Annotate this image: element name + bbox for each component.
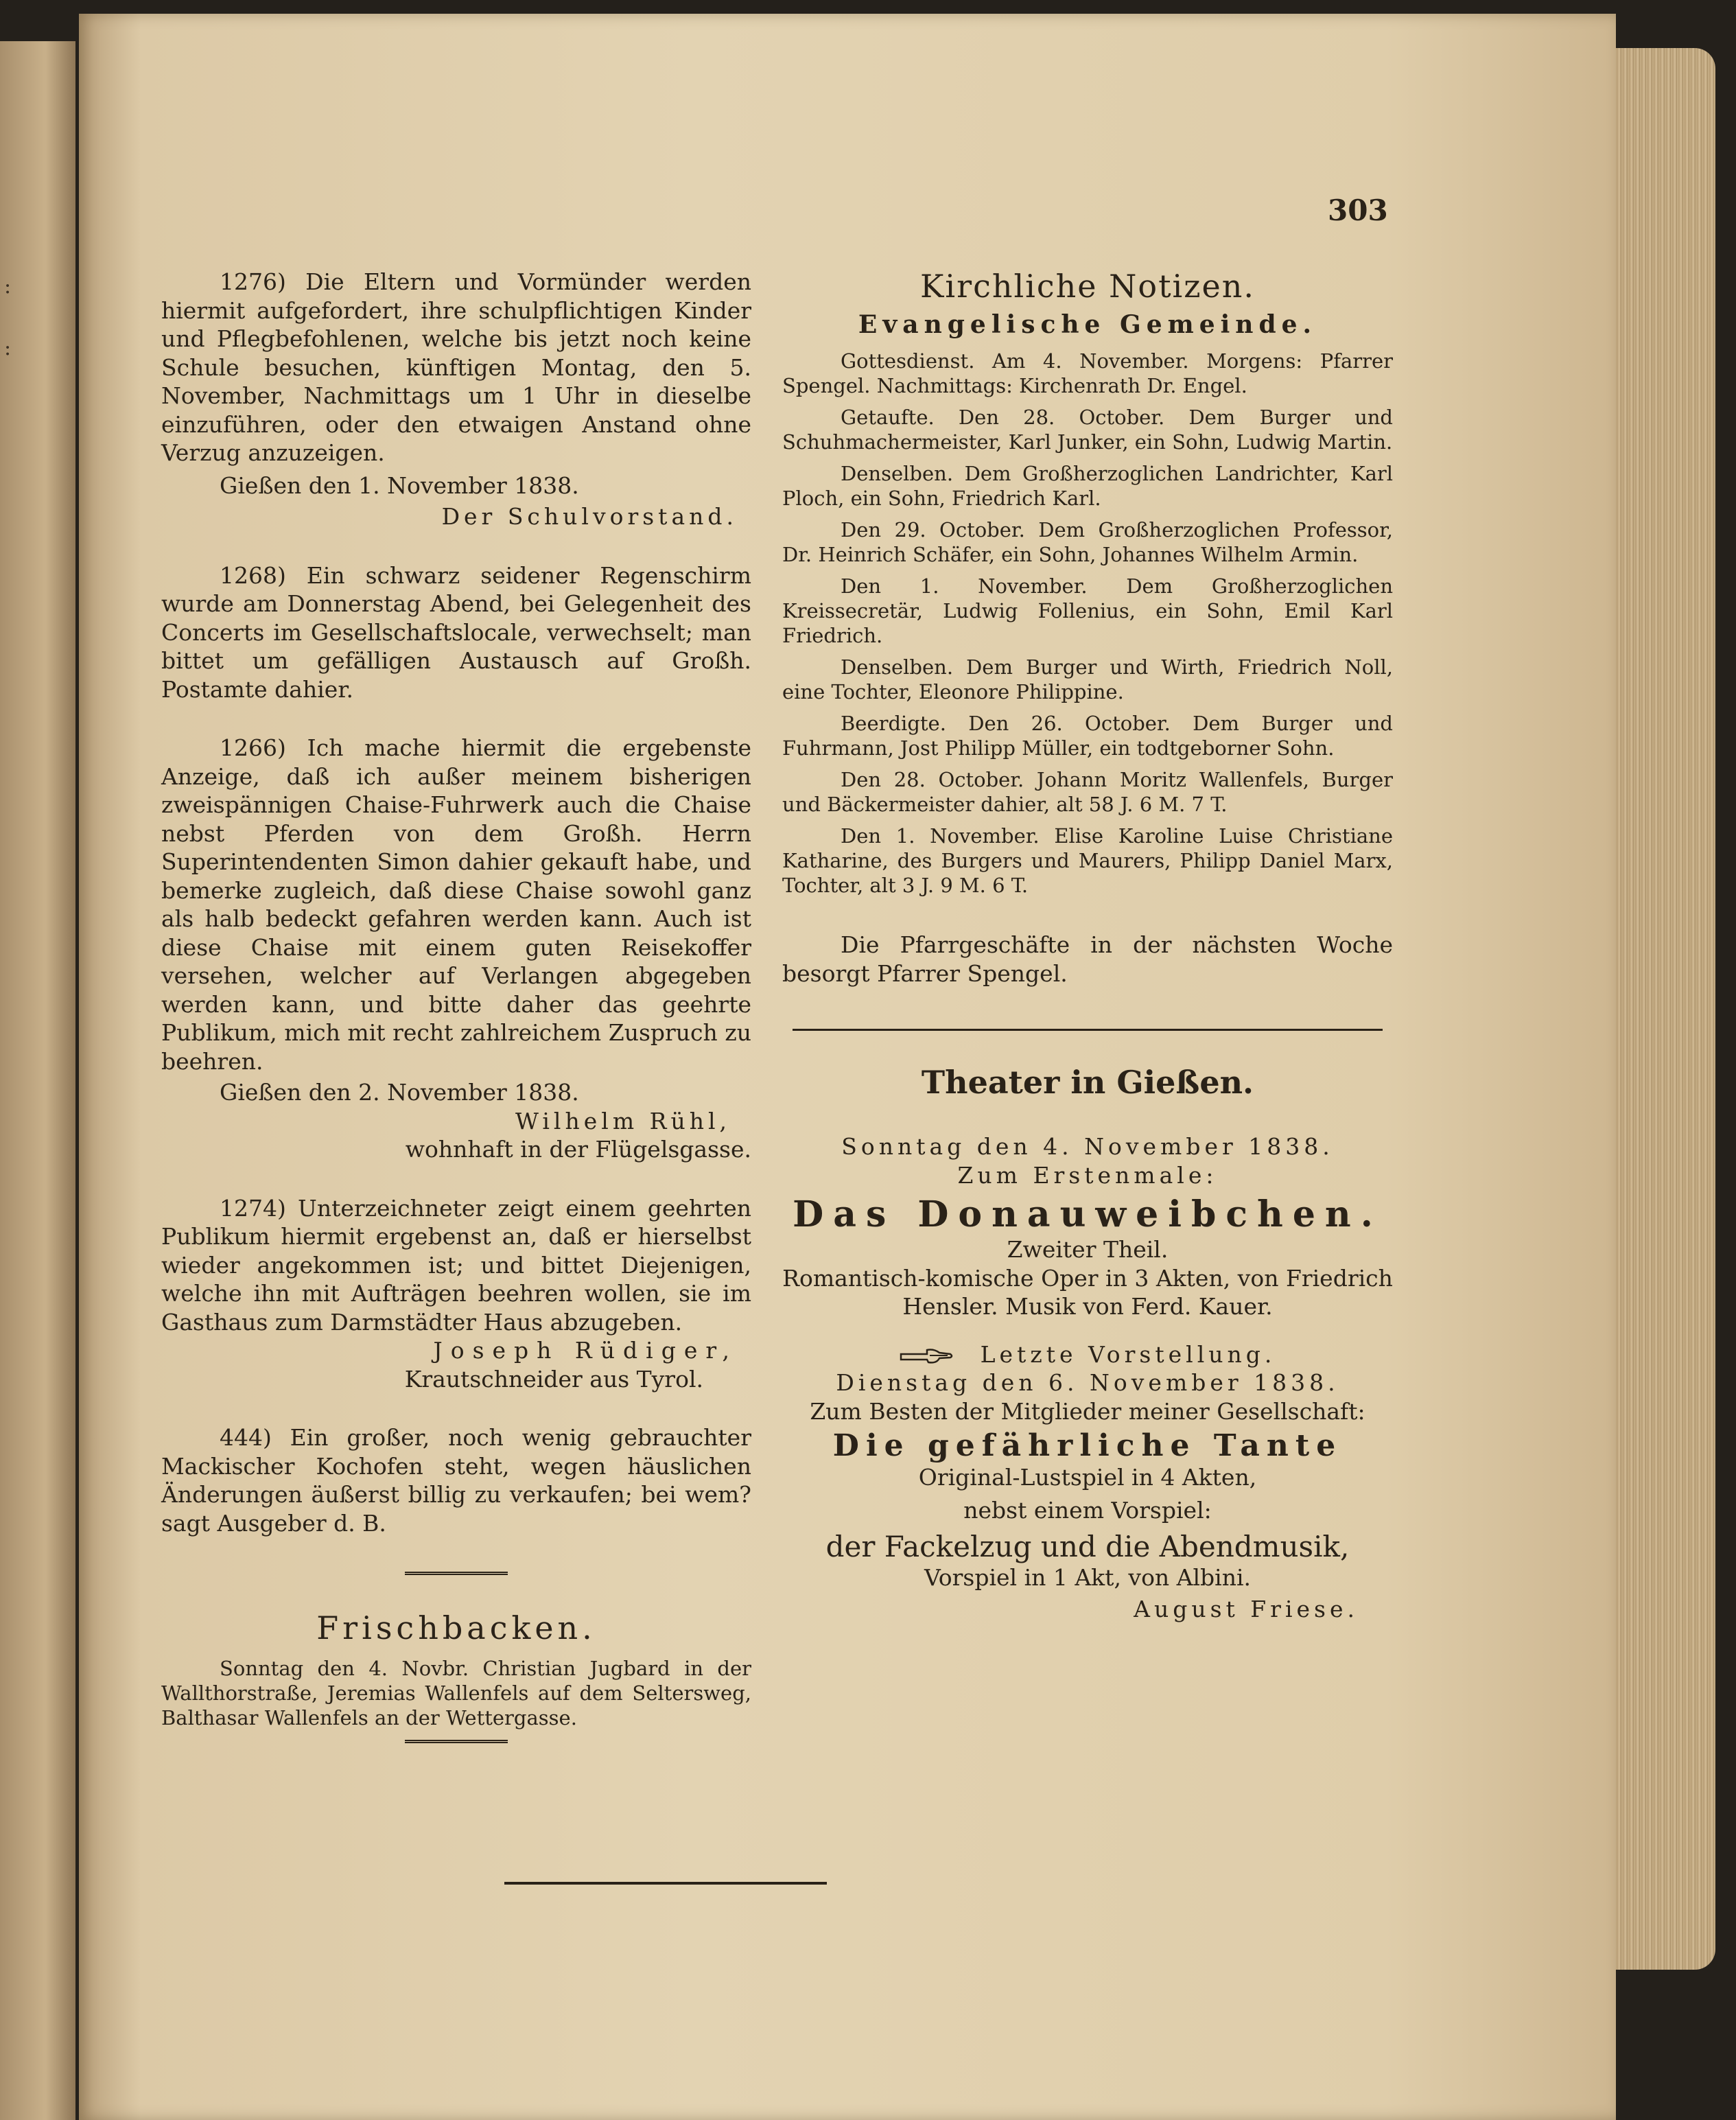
play-desc-3: Vorspiel in 1 Akt, von Albini. [924, 1564, 1252, 1591]
church-entry: Denselben. Dem Burger und Wirth, Friedrich Noll, eine Tochter, Eleonore Philippine. [782, 655, 1393, 703]
theater-date-1: Sonntag den 4. November 1838. [841, 1133, 1334, 1160]
edge-mark: : [4, 336, 12, 360]
last-show: Letzte Vorstellung. [980, 1340, 1276, 1368]
benefit-line: Zum Besten der Mitglieder meiner Gesellschaft: [810, 1397, 1365, 1425]
church-entry: Beerdigte. Den 26. October. Dem Burger und Fuhrmann, Jost Philipp Müller, ein todtgeborner Sohn. [782, 712, 1393, 760]
play-title-2: Die gefährliche Tante [832, 1428, 1343, 1463]
pfarr-note: Die Pfarrgeschäfte in der nächsten Woche besorgt Pfarrer Spengel. [782, 931, 1393, 987]
bottom-rule [504, 1882, 827, 1885]
notice-444-text: 444) Ein großer, noch wenig gebrauchter Mackischer Kochofen steht, wegen häuslichen Änderungen äußerst billig zu verkaufen; bei wem? sagt Ausgeber d. B. [161, 1424, 751, 1537]
play-desc-2: Original-Lustspiel in 4 Akten, [918, 1464, 1257, 1491]
notice-1276-signature: Der Schulvorstand. [441, 503, 738, 530]
notice-1266-text: 1266) Ich mache hiermit die ergebenste Anzeige, daß ich außer meinem bisherigen zweispännigen Chaise-Fuhrwerk auch die Chaise nebst Pferden von dem Großh. Herrn Superintendenten Simon dahier gekauft habe, und bemerke zugleich, daß diese Chaise sowohl ganz als halb bedeckt gefahren werden kann. Auch ist diese Chaise mit einem guten Reisekoffer versehen, welcher auf Verlangen abgegeben werden kann, und bitte daher das geehrte Publikum, mich mit recht zahlreichem Zuspruch zu beehren. [161, 734, 751, 1075]
church-entry: Getaufte. Den 28. October. Dem Burger und Schuhmachermeister, Karl Junker, ein Sohn, Ludwig Martin. [782, 406, 1393, 454]
left-page-edge [0, 41, 75, 2120]
section-divider [405, 1572, 508, 1575]
notice-1266-signature-name: Wilhelm Rühl, [515, 1107, 731, 1134]
notice-1274-signature-role: Krautschneider aus Tyrol. [404, 1365, 703, 1393]
theater-date-2: Dienstag den 6. November 1838. [836, 1369, 1339, 1396]
frischbacken-heading: Frischbacken. [316, 1609, 596, 1646]
prelude-intro: nebst einem Vorspiel: [963, 1496, 1212, 1524]
play-desc-1: Romantisch-komische Oper in 3 Akten, von Friedrich Hensler. Musik von Ferd. Kauer. [782, 1264, 1393, 1320]
last-show-line [782, 1340, 1393, 1369]
notice-1274-text: 1274) Unterzeichneter zeigt einem geehrten Publikum hiermit ergebenst an, daß er hierselbst wieder angekommen ist; und bittet Diejenigen, welche ihn mit Aufträgen beehren wollen, sie im Gasthaus zum Darmstädter Haus abzugeben. [161, 1194, 751, 1336]
notice-1266-date: Gießen den 2. November 1838. [220, 1079, 579, 1106]
theater-signature: August Friese. [1134, 1595, 1359, 1622]
church-entry: Denselben. Dem Großherzoglichen Landrichter, Karl Ploch, ein Sohn, Friedrich Karl. [782, 462, 1393, 510]
theater-heading: Theater in Gießen. [921, 1064, 1254, 1101]
play-part: Zweiter Theil. [1007, 1236, 1169, 1263]
edge-mark: : [4, 275, 12, 299]
notice-1274-signature-name: Joseph Rüdiger, [433, 1337, 738, 1364]
right-column [782, 268, 1393, 1623]
notice-1276-date: Gießen den 1. November 1838. [220, 471, 579, 499]
page-number: 303 [1328, 194, 1388, 227]
left-column [161, 268, 751, 1743]
kirchliche-heading: Kirchliche Notizen. [920, 268, 1255, 305]
theater-first-time: Zum Erstenmale: [957, 1161, 1218, 1189]
church-entry: Den 1. November. Dem Großherzoglichen Kreissecretär, Ludwig Follenius, ein Sohn, Emil Karl Friedrich. [782, 574, 1393, 647]
notice-1268-text: 1268) Ein schwarz seidener Regenschirm wurde am Donnerstag Abend, bei Gelegenheit des Concerts im Gesellschaftslocale, verwechselt; man bittet um gefälligen Austausch auf Großh. Postamte dahier. [161, 561, 751, 703]
frischbacken-text: Sonntag den 4. Novbr. Christian Jugbard in der Wallthorstraße, Jeremias Wallenfels auf dem Seltersweg, Balthasar Wallenfels an der Wettergasse. [161, 1657, 751, 1729]
notice-1276-text: 1276) Die Eltern und Vormünder werden hiermit aufgefordert, ihre schulpflichtigen Kinder und Pflegbefohlenen, welche bis jetzt noch keine Schule besuchen, künftigen Montag, den 5. November, Nachmittags um 1 Uhr in dieselbe einzuführen, oder den etwaigen Anstand ohne Verzug anzuzeigen. [161, 268, 751, 466]
notice-1266-signature-addr: wohnhaft in der Flügelsgasse. [405, 1136, 751, 1163]
section-divider [793, 1029, 1383, 1031]
church-entry: Den 28. October. Johann Moritz Wallenfels, Burger und Bäckermeister dahier, alt 58 J. 6 M. 7 T. [782, 768, 1393, 816]
pointing-hand-icon [900, 1346, 953, 1366]
section-divider [405, 1740, 508, 1743]
church-entry: Den 29. October. Dem Großherzoglichen Professor, Dr. Heinrich Schäfer, ein Sohn, Johannes Wilhelm Armin. [782, 518, 1393, 566]
play-title-1: Das Donauweibchen. [793, 1193, 1383, 1235]
church-entry: Den 1. November. Elise Karoline Luise Christiane Katharine, des Burgers und Maurers, Philipp Daniel Marx, Tochter, alt 3 J. 9 M. 6 T. [782, 824, 1393, 897]
church-entry: Gottesdienst. Am 4. November. Morgens: Pfarrer Spengel. Nachmittags: Kirchenrath Dr. Engel. [782, 349, 1393, 397]
play-title-3: der Fackelzug und die Abendmusik, [825, 1530, 1350, 1563]
kirchliche-subheading: Evangelische Gemeinde. [858, 310, 1317, 339]
